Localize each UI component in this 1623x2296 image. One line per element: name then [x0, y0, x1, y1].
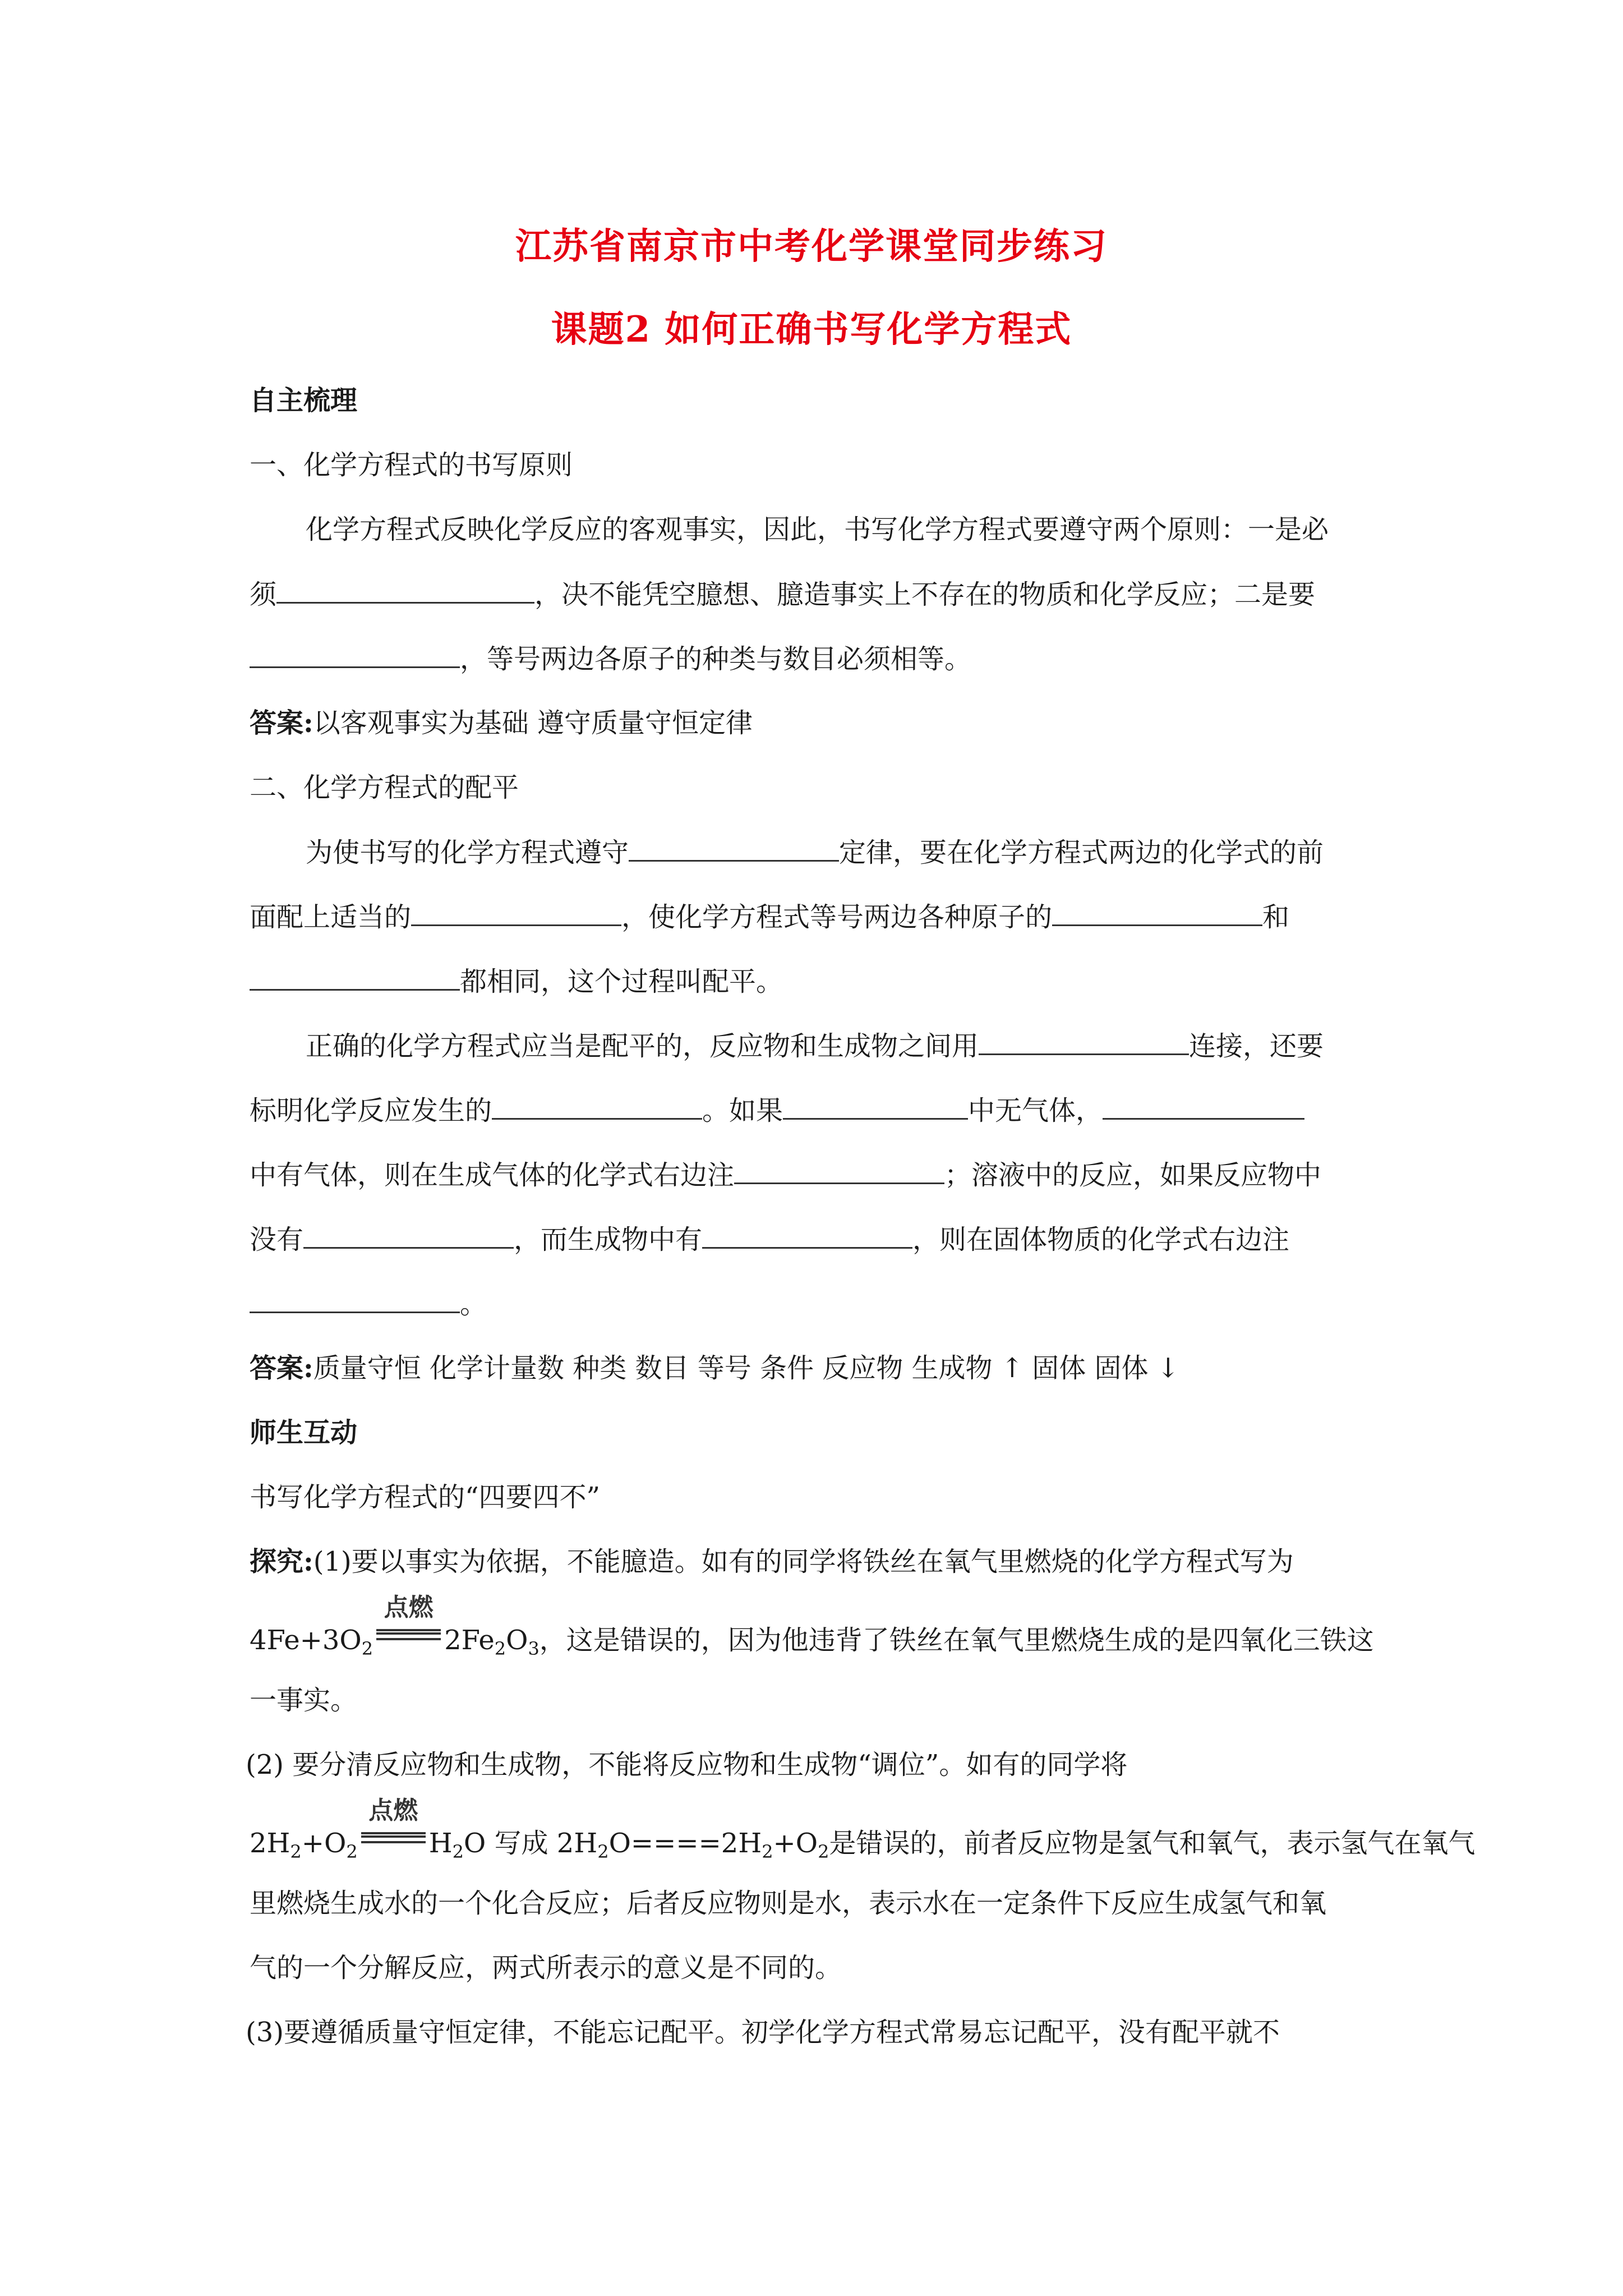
text: (1)要以事实为依据，不能臆造。如有的同学将铁丝在氧气里燃烧的化学方程式写为: [313, 1546, 1294, 1577]
ignite-label: 点燃: [384, 1593, 434, 1622]
text: 。如果: [702, 1095, 783, 1126]
text: 标明化学反应发生的: [250, 1095, 492, 1126]
equation-2-line: $2H_2+O_2$ 点燃 $H_2O$ 写成 $2H_2O====2H_2+O_2$是错误的，前者反应物是氢气和氧气，表示氢气在氧气: [250, 1796, 1476, 1862]
paragraph-principles-3: [250, 645, 971, 673]
answer-text: 质量守恒 化学计量数 种类 数目 等号 条件 反应物 生成物 ↑ 固体 固体 ↓: [313, 1352, 1180, 1384]
item-2-line-4: 气的一个分解反应，两式所表示的意义是不同的。: [250, 1952, 842, 1984]
fill-blank[interactable]: [276, 581, 534, 604]
text: 和: [1262, 901, 1290, 933]
text: O====2H: [608, 1828, 762, 1859]
text: 中无气体，: [968, 1095, 1103, 1126]
text: 中有气体，则在生成气体的化学式右边注: [250, 1159, 735, 1191]
reaction-condition: [361, 1796, 426, 1852]
fill-blank[interactable]: [1052, 903, 1262, 926]
fill-blank[interactable]: [734, 1161, 944, 1184]
paragraph-balance-1: [306, 839, 1324, 866]
fill-blank[interactable]: [629, 839, 839, 862]
paragraph-correct-3: [250, 1161, 1321, 1189]
page-subtitle: 课题2 如何正确书写化学方程式: [551, 309, 1072, 351]
text: 为使书写的化学方程式遵守: [306, 837, 629, 868]
text: ，使化学方程式等号两边各种原子的: [621, 901, 1053, 933]
paragraph-correct-1: [306, 1032, 1324, 1060]
item-2-line-1: (2) 要分清反应物和生成物，不能将反应物和生成物“调位”。如有的同学将: [246, 1749, 1128, 1780]
paragraph-principles-1: 化学方程式反映化学反应的客观事实，因此，书写化学方程式要遵守两个原则：一是必: [306, 514, 1329, 545]
fill-blank[interactable]: [303, 1226, 514, 1249]
equals-sign: [376, 1629, 441, 1640]
four-rules-heading: 书写化学方程式的“四要四不”: [250, 1481, 601, 1513]
paragraph-balance-3: [250, 968, 783, 995]
heading-balance: 二、化学方程式的配平: [250, 772, 519, 803]
answer-label: 答案:: [250, 1352, 313, 1384]
text: ，而生成物中有: [514, 1224, 703, 1255]
text: 写成 2H: [494, 1828, 598, 1859]
text: 连接，还要: [1189, 1030, 1324, 1062]
fill-blank[interactable]: [411, 903, 621, 926]
fill-blank[interactable]: [250, 1290, 460, 1313]
item-2-line-3: 里燃烧生成水的一个化合反应；后者反应物则是水，表示水在一定条件下反应生成氢气和氧: [250, 1888, 1327, 1919]
equation-water: $2H_2+O_2$: [250, 1828, 358, 1862]
heading-principles: 一、化学方程式的书写原则: [250, 449, 573, 481]
paragraph-correct-5: [250, 1290, 487, 1318]
fill-blank[interactable]: [492, 1097, 702, 1120]
text: 须: [250, 579, 277, 610]
item-3-line-1: (3)要遵循质量守恒定律，不能忘记配平。初学化学方程式常易忘记配平，没有配平就不: [246, 2017, 1280, 2048]
text: ；溶液中的反应，如果反应物中: [944, 1159, 1322, 1191]
answer-text: 以客观事实为基础 遵守质量守恒定律: [313, 707, 753, 739]
answer-1: [250, 707, 753, 739]
fill-blank[interactable]: [783, 1097, 968, 1120]
section-interaction: 师生互动: [250, 1417, 358, 1448]
paragraph-correct-2: [250, 1097, 1304, 1124]
text: ，等号两边各原子的种类与数目必须相等。: [460, 643, 972, 675]
text: 。: [460, 1289, 487, 1320]
paragraph-balance-2: [250, 903, 1289, 931]
fill-blank[interactable]: [250, 645, 460, 668]
equals-sign: [361, 1832, 426, 1843]
equation-product: $H_2O$: [428, 1828, 495, 1862]
section-self-study: 自主梳理: [250, 385, 358, 416]
reaction-condition: [376, 1593, 441, 1649]
equation-1-line2: 一事实。: [250, 1685, 358, 1716]
fill-blank[interactable]: [250, 968, 460, 991]
text: 定律，要在化学方程式两边的化学式的前: [839, 837, 1324, 868]
explore-label: 探究:: [250, 1546, 313, 1577]
paragraph-principles-2: [250, 581, 1315, 608]
equation-1-line: [250, 1593, 1374, 1659]
text: ，这是错误的，因为他违背了铁丝在氧气里燃烧生成的是四氧化三铁这: [539, 1625, 1374, 1656]
text: 是错误的，前者反应物是氢气和氧气，表示氢气在氧气: [829, 1828, 1476, 1859]
text: ，则在固体物质的化学式右边注: [912, 1224, 1290, 1255]
text: 都相同，这个过程叫配平。: [460, 966, 783, 997]
equation-product: $2Fe_2O_3$: [444, 1625, 540, 1659]
ignite-label: 点燃: [368, 1796, 418, 1825]
text: 没有: [250, 1224, 304, 1255]
fill-blank[interactable]: [979, 1032, 1189, 1055]
page-title: 江苏省南京市中考化学课堂同步练习: [515, 226, 1108, 268]
answer-2: [250, 1352, 1180, 1384]
answer-label: 答案:: [250, 707, 313, 739]
paragraph-correct-4: [250, 1226, 1289, 1253]
equation-iron-wrong: $4Fe+3O_2$: [250, 1625, 374, 1659]
fill-blank[interactable]: [702, 1226, 912, 1249]
text: 正确的化学方程式应当是配平的，反应物和生成物之间用: [306, 1030, 979, 1062]
text: 面配上适当的: [250, 901, 412, 933]
text: ，决不能凭空臆想、臆造事实上不存在的物质和化学反应；二是要: [534, 579, 1316, 610]
explore-1: [250, 1548, 1294, 1575]
fill-blank[interactable]: [1103, 1097, 1304, 1120]
